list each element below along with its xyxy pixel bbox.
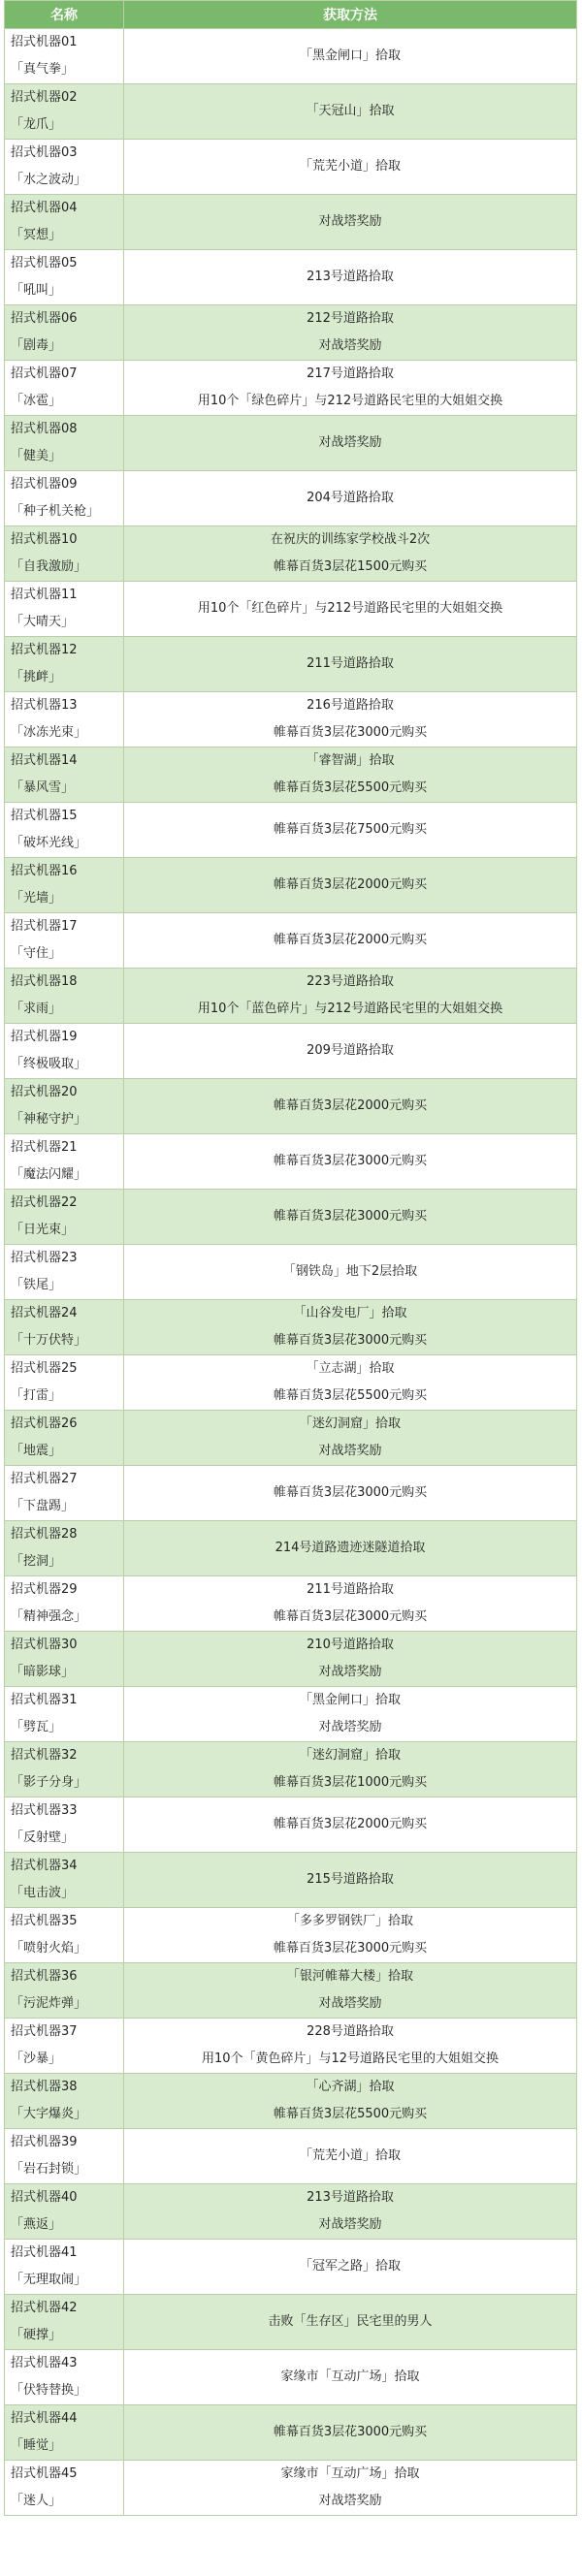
method-cell — [124, 2240, 577, 2295]
machine-cell — [5, 1190, 124, 1245]
move-name: 「岩石封锁」 — [11, 2162, 87, 2177]
method-cell — [124, 29, 577, 84]
machine-number: 招式机器42 — [11, 2301, 78, 2315]
machine-cell — [5, 250, 124, 305]
method-cell — [124, 2129, 577, 2184]
method-line: 228号道路拾取 — [307, 2024, 394, 2039]
method-line: 帷幕百货3层花3000元购买 — [273, 725, 428, 740]
machine-number: 招式机器04 — [11, 201, 78, 215]
move-name: 「剧毒」 — [11, 338, 62, 353]
table-row — [5, 1355, 577, 1411]
move-name: 「水之波动」 — [11, 173, 87, 187]
move-name: 「冰雹」 — [11, 394, 62, 408]
machine-number: 招式机器08 — [11, 422, 78, 436]
method-cell — [124, 1742, 577, 1797]
method-cell — [124, 692, 577, 747]
machine-number: 招式机器27 — [11, 1472, 78, 1486]
method-cell — [124, 2184, 577, 2240]
method-line: 帷幕百货3层花2000元购买 — [273, 877, 428, 892]
method-cell — [124, 1908, 577, 1963]
machine-number: 招式机器41 — [11, 2245, 78, 2260]
method-cell — [124, 2350, 577, 2405]
machine-number: 招式机器36 — [11, 1969, 78, 1984]
method-line: 215号道路拾取 — [307, 1872, 394, 1887]
table-row — [5, 2405, 577, 2461]
table-row — [5, 1134, 577, 1190]
method-line: 212号道路拾取 — [307, 311, 394, 326]
method-line: 帷幕百货3层花3000元购买 — [273, 1941, 428, 1956]
machine-cell — [5, 2019, 124, 2074]
machine-cell — [5, 361, 124, 416]
table-row — [5, 471, 577, 526]
method-cell — [124, 1797, 577, 1853]
machine-cell — [5, 1466, 124, 1521]
machine-number: 招式机器38 — [11, 2080, 78, 2094]
method-line: 213号道路拾取 — [307, 270, 394, 284]
table-row — [5, 1742, 577, 1797]
move-name: 「大字爆炎」 — [11, 2107, 87, 2121]
machine-number: 招式机器13 — [11, 698, 78, 713]
table-row — [5, 2295, 577, 2350]
machine-number: 招式机器15 — [11, 809, 78, 823]
machine-number: 招式机器24 — [11, 1306, 78, 1320]
move-name: 「冰冻光束」 — [11, 725, 87, 740]
machine-number: 招式机器28 — [11, 1527, 78, 1542]
machine-number: 招式机器39 — [11, 2135, 78, 2149]
move-name: 「无理取闹」 — [11, 2273, 87, 2287]
method-line: 帷幕百货3层花7500元购买 — [273, 822, 428, 837]
machine-cell — [5, 29, 124, 84]
method-cell — [124, 1024, 577, 1079]
machine-number: 招式机器33 — [11, 1803, 78, 1818]
method-cell — [124, 1411, 577, 1466]
method-cell — [124, 1576, 577, 1632]
move-name: 「自我激励」 — [11, 559, 87, 574]
method-line: 对战塔奖励 — [318, 214, 382, 229]
machine-number: 招式机器14 — [11, 753, 78, 768]
method-cell — [124, 1134, 577, 1190]
move-name: 「铁尾」 — [11, 1278, 62, 1292]
machine-number: 招式机器29 — [11, 1582, 78, 1597]
machine-cell — [5, 2129, 124, 2184]
machine-cell — [5, 2295, 124, 2350]
table-row — [5, 1963, 577, 2019]
method-cell — [124, 195, 577, 250]
method-line: 「多多罗钢铁厂」拾取 — [286, 1914, 413, 1928]
method-line: 用10个「黄色碎片」与12号道路民宅里的大姐姐交换 — [201, 2051, 500, 2066]
machine-cell — [5, 1687, 124, 1742]
method-line: 「山谷发电厂」拾取 — [293, 1306, 407, 1320]
table-row — [5, 2019, 577, 2074]
machine-number: 招式机器44 — [11, 2411, 78, 2426]
machine-cell — [5, 1576, 124, 1632]
table-row — [5, 803, 577, 858]
table-row — [5, 747, 577, 803]
method-line: 帷幕百货3层花1000元购买 — [273, 1775, 428, 1790]
move-name: 「伏特替换」 — [11, 2383, 87, 2398]
table-row — [5, 1300, 577, 1355]
method-line: 「荒芜小道」拾取 — [299, 2148, 401, 2163]
machine-number: 招式机器12 — [11, 643, 78, 657]
move-name: 「污泥炸弹」 — [11, 1996, 87, 2011]
method-cell — [124, 250, 577, 305]
header-name: 名称 — [5, 1, 124, 29]
move-name: 「神秘守护」 — [11, 1112, 87, 1127]
move-name: 「劈瓦」 — [11, 1720, 62, 1734]
move-name: 「睡觉」 — [11, 2438, 62, 2453]
table-row — [5, 1245, 577, 1300]
method-line: 213号道路拾取 — [307, 2190, 394, 2205]
machine-cell — [5, 1300, 124, 1355]
move-name: 「健美」 — [11, 449, 62, 463]
machine-cell — [5, 416, 124, 471]
method-cell — [124, 2461, 577, 2516]
move-name: 「真气拳」 — [11, 62, 75, 77]
method-line: 家缘市「互动广场」拾取 — [280, 2369, 420, 2384]
method-line: 「荒芜小道」拾取 — [299, 159, 401, 174]
machine-cell — [5, 2350, 124, 2405]
method-line: 在祝庆的训练家学校战斗2次 — [270, 532, 431, 547]
method-cell — [124, 747, 577, 803]
machine-number: 招式机器01 — [11, 35, 78, 49]
move-name: 「大晴天」 — [11, 615, 75, 629]
method-line: 对战塔奖励 — [318, 2494, 382, 2508]
method-cell — [124, 913, 577, 969]
method-cell — [124, 1355, 577, 1411]
machine-number: 招式机器11 — [11, 588, 78, 602]
header-method: 获取方法 — [124, 1, 577, 29]
method-cell — [124, 305, 577, 361]
machine-cell — [5, 913, 124, 969]
method-line: 用10个「绿色碎片」与212号道路民宅里的大姐姐交换 — [197, 394, 503, 408]
method-cell — [124, 1079, 577, 1134]
move-name: 「迷人」 — [11, 2494, 62, 2508]
table-row — [5, 2240, 577, 2295]
method-line: 帷幕百货3层花5500元购买 — [273, 780, 428, 795]
method-cell — [124, 1687, 577, 1742]
table-row — [5, 84, 577, 140]
method-line: 帷幕百货3层花3000元购买 — [273, 2425, 428, 2439]
table-row — [5, 1079, 577, 1134]
method-cell — [124, 1466, 577, 1521]
method-cell — [124, 416, 577, 471]
machine-cell — [5, 84, 124, 140]
machine-cell — [5, 2405, 124, 2461]
machine-number: 招式机器19 — [11, 1030, 78, 1044]
method-line: 用10个「红色碎片」与212号道路民宅里的大姐姐交换 — [197, 601, 503, 616]
table-row — [5, 1411, 577, 1466]
machine-cell — [5, 2240, 124, 2295]
method-line: 对战塔奖励 — [318, 1665, 382, 1679]
table-row — [5, 2350, 577, 2405]
table-row — [5, 1908, 577, 1963]
method-cell — [124, 1190, 577, 1245]
machine-cell — [5, 1079, 124, 1134]
machine-cell — [5, 2074, 124, 2129]
move-name: 「反射壁」 — [11, 1830, 75, 1845]
method-cell — [124, 361, 577, 416]
move-name: 「冥想」 — [11, 228, 62, 242]
move-name: 「硬撑」 — [11, 2328, 62, 2342]
table-header-row — [5, 1, 577, 29]
table-row — [5, 1853, 577, 1908]
method-line: 帷幕百货3层花5500元购买 — [273, 2107, 428, 2121]
table-row — [5, 1190, 577, 1245]
method-line: 对战塔奖励 — [318, 1996, 382, 2011]
machine-cell — [5, 305, 124, 361]
machine-number: 招式机器22 — [11, 1195, 78, 1210]
method-cell — [124, 2074, 577, 2129]
move-name: 「挖洞」 — [11, 1554, 62, 1569]
machine-cell — [5, 1245, 124, 1300]
method-cell — [124, 1300, 577, 1355]
machine-cell — [5, 1134, 124, 1190]
method-line: 「迷幻洞窟」拾取 — [299, 1748, 401, 1763]
table-row — [5, 2461, 577, 2516]
machine-cell — [5, 803, 124, 858]
table-row — [5, 526, 577, 582]
move-name: 「精神强念」 — [11, 1609, 87, 1624]
method-cell — [124, 2295, 577, 2350]
method-line: 对战塔奖励 — [318, 338, 382, 353]
method-line: 217号道路拾取 — [307, 366, 394, 381]
move-name: 「暗影球」 — [11, 1665, 75, 1679]
method-line: 对战塔奖励 — [318, 1720, 382, 1734]
method-line: 204号道路拾取 — [307, 491, 394, 505]
machine-cell — [5, 692, 124, 747]
method-line: 帷幕百货3层花3000元购买 — [273, 1609, 428, 1624]
method-line: 「天冠山」拾取 — [306, 104, 395, 118]
method-cell — [124, 526, 577, 582]
move-name: 「地震」 — [11, 1444, 62, 1458]
machine-number: 招式机器20 — [11, 1085, 78, 1099]
machine-number: 招式机器30 — [11, 1638, 78, 1652]
move-name: 「喷射火焰」 — [11, 1941, 87, 1956]
machine-number: 招式机器02 — [11, 90, 78, 105]
table-row — [5, 692, 577, 747]
machine-cell — [5, 1908, 124, 1963]
method-line: 帷幕百货3层花2000元购买 — [273, 1098, 428, 1113]
method-cell — [124, 1245, 577, 1300]
machine-number: 招式机器16 — [11, 864, 78, 878]
machine-number: 招式机器03 — [11, 145, 78, 160]
method-line: 「睿智湖」拾取 — [306, 753, 395, 768]
table-row — [5, 1797, 577, 1853]
table-row — [5, 2184, 577, 2240]
method-line: 「钢铁岛」地下2层拾取 — [282, 1264, 418, 1279]
machine-number: 招式机器25 — [11, 1361, 78, 1376]
method-cell — [124, 1632, 577, 1687]
machine-cell — [5, 195, 124, 250]
table-row — [5, 858, 577, 913]
move-name: 「十万伏特」 — [11, 1333, 87, 1348]
move-name: 「终极吸取」 — [11, 1057, 87, 1071]
method-cell — [124, 1963, 577, 2019]
table-row — [5, 1632, 577, 1687]
machine-number: 招式机器07 — [11, 366, 78, 381]
move-name: 「日光束」 — [11, 1223, 75, 1237]
table-row — [5, 913, 577, 969]
table-row — [5, 361, 577, 416]
machine-cell — [5, 471, 124, 526]
machine-number: 招式机器43 — [11, 2356, 78, 2370]
machine-number: 招式机器31 — [11, 1693, 78, 1707]
method-cell — [124, 803, 577, 858]
machine-cell — [5, 1963, 124, 2019]
machine-number: 招式机器35 — [11, 1914, 78, 1928]
method-line: 家缘市「互动广场」拾取 — [280, 2466, 420, 2481]
machine-cell — [5, 1797, 124, 1853]
table-row — [5, 1576, 577, 1632]
machine-number: 招式机器17 — [11, 919, 78, 934]
machine-cell — [5, 582, 124, 637]
method-line: 帷幕百货3层花2000元购买 — [273, 1817, 428, 1831]
method-line: 帷幕百货3层花3000元购买 — [273, 1333, 428, 1348]
method-line: 「立志湖」拾取 — [306, 1361, 395, 1376]
method-line: 223号道路拾取 — [307, 974, 394, 989]
method-cell — [124, 84, 577, 140]
method-line: 帷幕百货3层花2000元购买 — [273, 933, 428, 947]
machine-number: 招式机器26 — [11, 1416, 78, 1431]
method-line: 「迷幻洞窟」拾取 — [299, 1416, 401, 1431]
machine-number: 招式机器40 — [11, 2190, 78, 2205]
method-line: 帷幕百货3层花1500元购买 — [273, 559, 428, 574]
machine-number: 招式机器05 — [11, 256, 78, 270]
method-line: 「黑金闸口」拾取 — [299, 48, 401, 63]
method-line: 214号道路遗迹迷隧道拾取 — [275, 1541, 426, 1555]
method-cell — [124, 969, 577, 1024]
method-cell — [124, 2405, 577, 2461]
method-line: 211号道路拾取 — [307, 656, 394, 671]
table-row — [5, 305, 577, 361]
table-row — [5, 1521, 577, 1576]
machine-cell — [5, 1411, 124, 1466]
machine-cell — [5, 1521, 124, 1576]
move-name: 「影子分身」 — [11, 1775, 87, 1790]
machine-number: 招式机器21 — [11, 1140, 78, 1155]
machine-cell — [5, 637, 124, 692]
method-line: 帷幕百货3层花5500元购买 — [273, 1388, 428, 1403]
move-name: 「光墙」 — [11, 891, 62, 906]
machine-cell — [5, 526, 124, 582]
move-name: 「求雨」 — [11, 1002, 62, 1016]
machine-cell — [5, 969, 124, 1024]
move-name: 「电击波」 — [11, 1886, 75, 1900]
method-line: 「心齐湖」拾取 — [306, 2080, 395, 2094]
method-line: 对战塔奖励 — [318, 1444, 382, 1458]
machine-cell — [5, 1742, 124, 1797]
method-cell — [124, 1521, 577, 1576]
machine-number: 招式机器18 — [11, 974, 78, 989]
method-line: 211号道路拾取 — [307, 1582, 394, 1597]
method-cell — [124, 637, 577, 692]
machine-number: 招式机器32 — [11, 1748, 78, 1763]
machine-number: 招式机器37 — [11, 2024, 78, 2039]
move-name: 「魔法闪耀」 — [11, 1167, 87, 1182]
move-name: 「下盘踢」 — [11, 1499, 75, 1513]
method-line: 209号道路拾取 — [307, 1043, 394, 1058]
method-line: 对战塔奖励 — [318, 2217, 382, 2232]
table-row — [5, 969, 577, 1024]
machine-cell — [5, 2184, 124, 2240]
machine-cell — [5, 747, 124, 803]
method-line: 用10个「蓝色碎片」与212号道路民宅里的大姐姐交换 — [197, 1002, 503, 1016]
machine-cell — [5, 140, 124, 195]
table-row — [5, 1687, 577, 1742]
table-row — [5, 250, 577, 305]
machine-cell — [5, 2461, 124, 2516]
move-name: 「守住」 — [11, 946, 62, 961]
method-cell — [124, 140, 577, 195]
machine-cell — [5, 1632, 124, 1687]
method-line: 216号道路拾取 — [307, 698, 394, 713]
machine-number: 招式机器09 — [11, 477, 78, 492]
table-row — [5, 29, 577, 84]
table-row — [5, 1024, 577, 1079]
method-line: 「冠军之路」拾取 — [299, 2259, 401, 2274]
method-line: 帷幕百货3层花3000元购买 — [273, 1209, 428, 1224]
machine-number: 招式机器06 — [11, 311, 78, 326]
machine-number: 招式机器45 — [11, 2466, 78, 2481]
machine-cell — [5, 858, 124, 913]
table-row — [5, 140, 577, 195]
move-name: 「破坏光线」 — [11, 836, 87, 850]
move-name: 「打雷」 — [11, 1388, 62, 1403]
move-name: 「燕返」 — [11, 2217, 62, 2232]
method-line: 210号道路拾取 — [307, 1638, 394, 1652]
method-line: 「银河帷幕大楼」拾取 — [286, 1969, 413, 1984]
table-row — [5, 1466, 577, 1521]
move-name: 「吼叫」 — [11, 283, 62, 298]
move-name: 「暴风雪」 — [11, 780, 75, 795]
machine-cell — [5, 1355, 124, 1411]
method-line: 击败「生存区」民宅里的男人 — [268, 2314, 433, 2329]
method-line: 帷幕百货3层花3000元购买 — [273, 1485, 428, 1500]
machine-number: 招式机器23 — [11, 1251, 78, 1265]
move-name: 「沙暴」 — [11, 2051, 62, 2066]
method-cell — [124, 471, 577, 526]
machine-number: 招式机器34 — [11, 1859, 78, 1873]
move-name: 「种子机关枪」 — [11, 504, 100, 519]
method-line: 「黑金闸口」拾取 — [299, 1693, 401, 1707]
move-name: 「龙爪」 — [11, 117, 62, 132]
table-body — [5, 29, 577, 2516]
method-cell — [124, 2019, 577, 2074]
method-line: 帷幕百货3层花3000元购买 — [273, 1154, 428, 1168]
table-row — [5, 637, 577, 692]
table-row — [5, 195, 577, 250]
table-row — [5, 2074, 577, 2129]
machine-cell — [5, 1853, 124, 1908]
method-cell — [124, 582, 577, 637]
method-cell — [124, 1853, 577, 1908]
table-row — [5, 416, 577, 471]
method-line: 对战塔奖励 — [318, 435, 382, 450]
table-row — [5, 582, 577, 637]
move-name: 「挑衅」 — [11, 670, 62, 684]
machine-number: 招式机器10 — [11, 532, 78, 547]
tm-acquisition-table — [4, 0, 577, 2516]
machine-cell — [5, 1024, 124, 1079]
table-row — [5, 2129, 577, 2184]
method-cell — [124, 858, 577, 913]
